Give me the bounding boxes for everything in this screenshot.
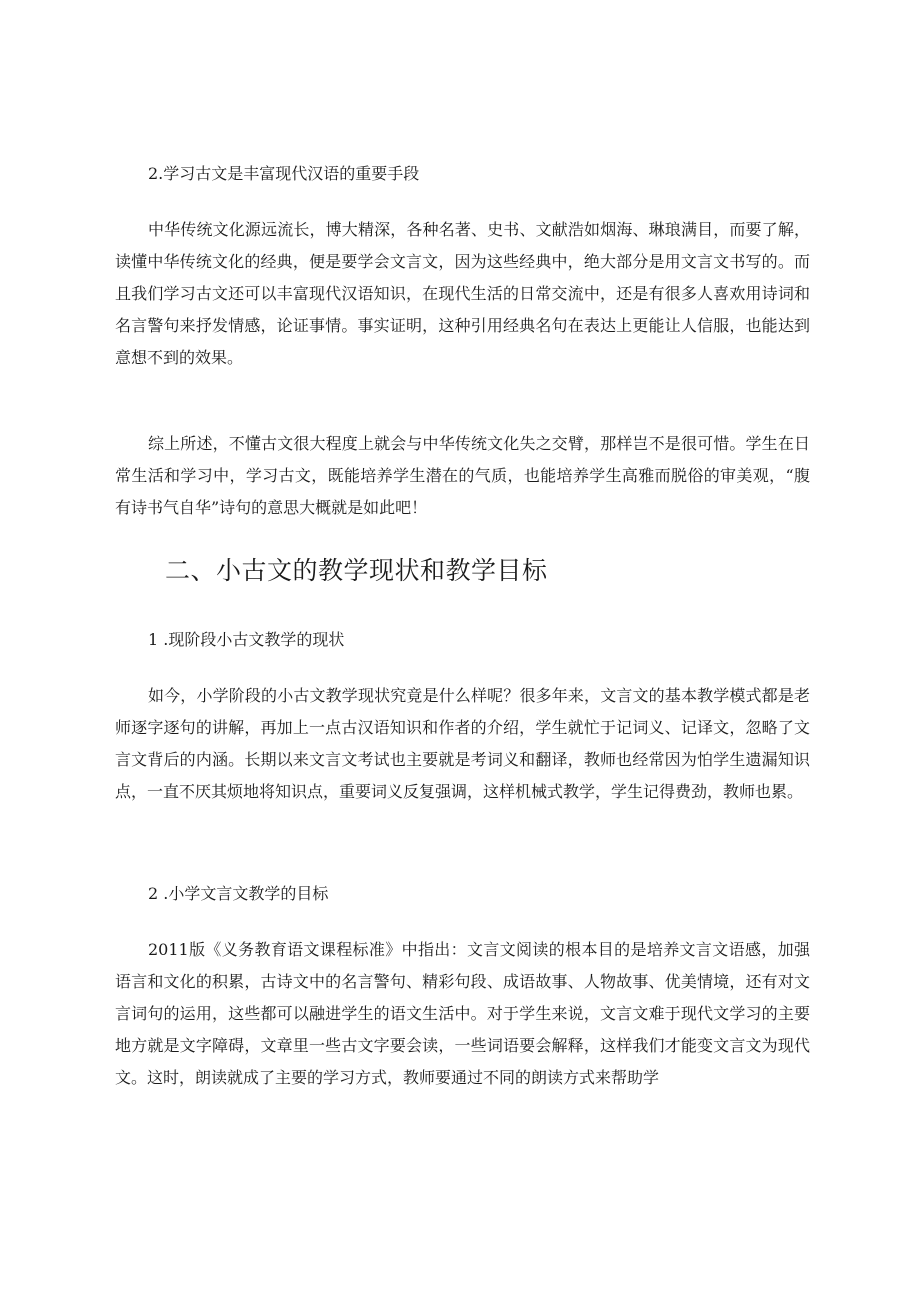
subheading-teaching-goals: [115, 884, 843, 904]
paragraph-curriculum-standard: [115, 934, 810, 1094]
section-heading-teaching-status: 二、小古文的教学现状和教学目标: [165, 556, 548, 585]
subheading-text: 2.学习古文是丰富现代汉语的重要手段: [148, 164, 420, 183]
paragraph-traditional-culture: [115, 214, 810, 374]
subheading-current-status: [115, 630, 843, 650]
subheading-text: 2 .小学文言文教学的目标: [148, 884, 329, 903]
subheading-learning-modern-chinese: [115, 164, 843, 184]
paragraph-text: 2011版《义务教育语文课程标准》中指出：文言文阅读的根本目的是培养文言文语感，加强语言和文化的积累，古诗文中的名言警句、精彩句段、成语故事、人物故事、优美情境，还有对文言词句的运用，这些都可以融进学生的语文生活中。对于学生来说，文言文难于现代文学习的主要地方就是文字障碍，文章里一些古文字要会读，一些词语要会解释，这样我们才能变文言文为现代文。这时，朗读就成了主要的学习方式，教师要通过不同的朗读方式来帮助学: [115, 940, 810, 1087]
paragraph-text: 综上所述，不懂古文很大程度上就会与中华传统文化失之交臂，那样岂不是很可惜。学生在日常生活和学习中，学习古文，既能培养学生潜在的气质，也能培养学生高雅而脱俗的审美观，“腹有诗书气自华”诗句的意思大概就是如此吧！: [115, 434, 810, 517]
paragraph-text: 如今，小学阶段的小古文教学现状究竟是什么样呢？很多年来，文言文的基本教学模式都是老师逐字逐句的讲解，再加上一点古汉语知识和作者的介绍，学生就忙于记词义、记译文，忽略了文言文背后的内涵。长期以来文言文考试也主要就是考词义和翻译，教师也经常因为怕学生遗漏知识点，一直不厌其烦地将知识点，重要词义反复强调，这样机械式教学，学生记得费劲，教师也累。: [115, 686, 810, 801]
paragraph-summary: [115, 428, 810, 524]
paragraph-text: 中华传统文化源远流长，博大精深，各种名著、史书、文献浩如烟海、琳琅满目，而要了解，读懂中华传统文化的经典，便是要学会文言文，因为这些经典中，绝大部分是用文言文书写的。而且我们学习古文还可以丰富现代汉语知识，在现代生活的日常交流中，还是有很多人喜欢用诗词和名言警句来抒发情感，论证事情。事实证明，这种引用经典名句在表达上更能让人信服，也能达到意想不到的效果。: [115, 220, 810, 367]
subheading-text: 1 .现阶段小古文教学的现状: [148, 630, 345, 649]
paragraph-current-status: [115, 680, 810, 808]
